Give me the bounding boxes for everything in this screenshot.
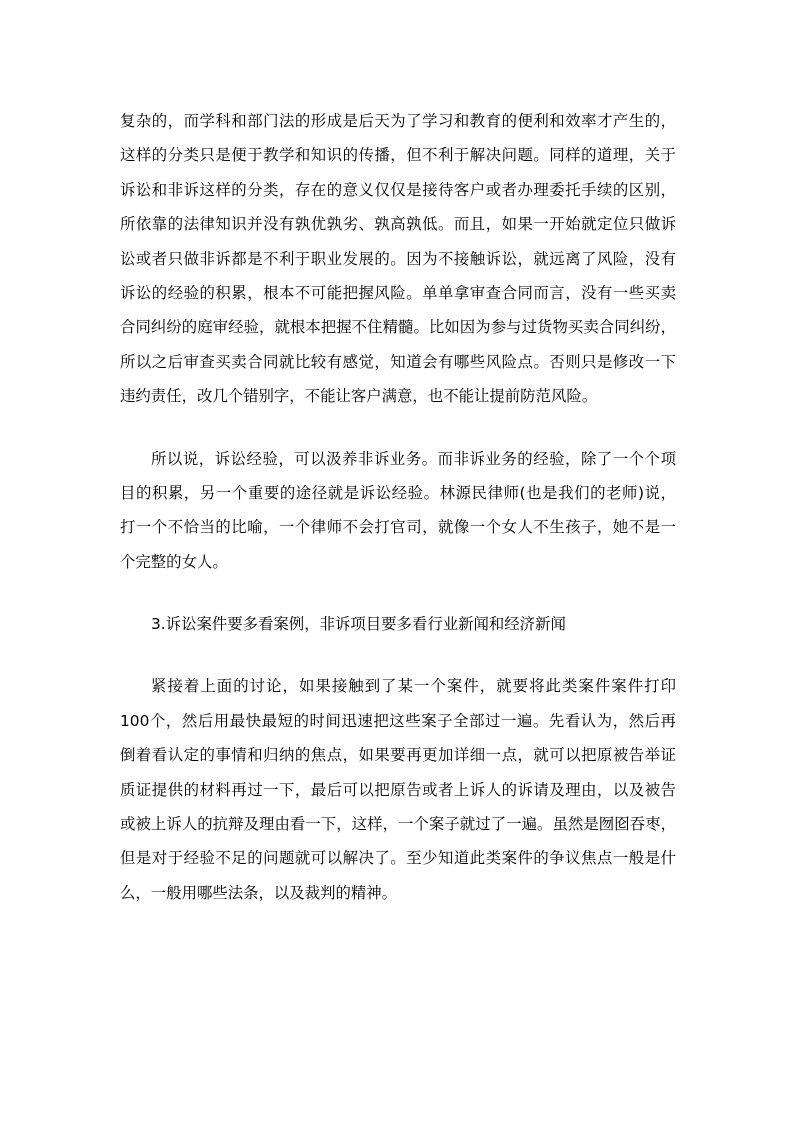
paragraph-line: 个完整的女人。 bbox=[120, 552, 228, 571]
paragraph-line: 讼或者只做非诉都是不利于职业发展的。因为不接触诉讼，就远离了风险，没有 bbox=[120, 249, 676, 268]
paragraph-line: 或被上诉人的抗辩及理由看一下，这样，一个案子就过了一遍。虽然是囫囵吞枣， bbox=[120, 815, 676, 834]
paragraph-3 bbox=[120, 669, 676, 910]
paragraph-spacer bbox=[120, 414, 676, 442]
paragraph-line: 倒着看认定的事情和归纳的焦点，如果要再更加详细一点，就可以把原被告举证 bbox=[120, 746, 676, 765]
paragraph-line: 合同纠纷的庭审经验，就根本把握不住精髓。比如因为参与过货物买卖合同纠纷， bbox=[120, 318, 676, 337]
paragraph-line: 这样的分类只是便于教学和知识的传播，但不利于解决问题。同样的道理，关于 bbox=[120, 146, 676, 165]
document-body bbox=[120, 104, 676, 910]
paragraph-line: 所以之后审查买卖合同就比较有感觉，知道会有哪些风险点。否则只是修改一下 bbox=[120, 352, 676, 371]
paragraph-spacer bbox=[120, 641, 676, 669]
paragraph-line: 么，一般用哪些法条，以及裁判的精神。 bbox=[120, 883, 398, 902]
paragraph-1 bbox=[120, 104, 676, 414]
paragraph-line: 打一个不恰当的比喻，一个律师不会打官司，就像一个女人不生孩子，她不是一 bbox=[120, 518, 676, 537]
section-heading bbox=[120, 607, 676, 641]
paragraph-line: 目的积累，另一个重要的途径就是诉讼经验。林源民律师(也是我们的老师)说， bbox=[120, 483, 676, 502]
paragraph-line: 但是对于经验不足的问题就可以解决了。至少知道此类案件的争议焦点一般是什 bbox=[120, 849, 676, 868]
heading-line: 3.诉讼案件要多看案例，非诉项目要多看行业新闻和经济新闻 bbox=[151, 615, 566, 634]
paragraph-line: 所依靠的法律知识并没有孰优孰劣、孰高孰低。而且，如果一开始就定位只做诉 bbox=[120, 215, 676, 234]
paragraph-spacer bbox=[120, 579, 676, 607]
paragraph-line: 复杂的，而学科和部门法的形成是后天为了学习和教育的便利和效率才产生的， bbox=[120, 112, 676, 130]
paragraph-line: 所以说，诉讼经验，可以汲养非诉业务。而非诉业务的经验，除了一个个项 bbox=[151, 449, 676, 468]
paragraph-line: 诉讼和非诉这样的分类，存在的意义仅仅是接待客户或者办理委托手续的区别， bbox=[120, 180, 676, 199]
paragraph-2 bbox=[120, 442, 676, 580]
paragraph-line: 违约责任，改几个错别字，不能让客户满意，也不能让提前防范风险。 bbox=[120, 387, 598, 406]
paragraph-line: 诉讼的经验的积累，根本不可能把握风险。单单拿审查合同而言，没有一些买卖 bbox=[120, 283, 676, 302]
paragraph-line: 质证提供的材料再过一下，最后可以把原告或者上诉人的诉请及理由，以及被告 bbox=[120, 780, 676, 799]
paragraph-line: 100个，然后用最快最短的时间迅速把这些案子全部过一遍。先看认为，然后再 bbox=[120, 711, 676, 730]
paragraph-line: 紧接着上面的讨论，如果接触到了某一个案件，就要将此类案件案件打印 bbox=[151, 677, 676, 696]
